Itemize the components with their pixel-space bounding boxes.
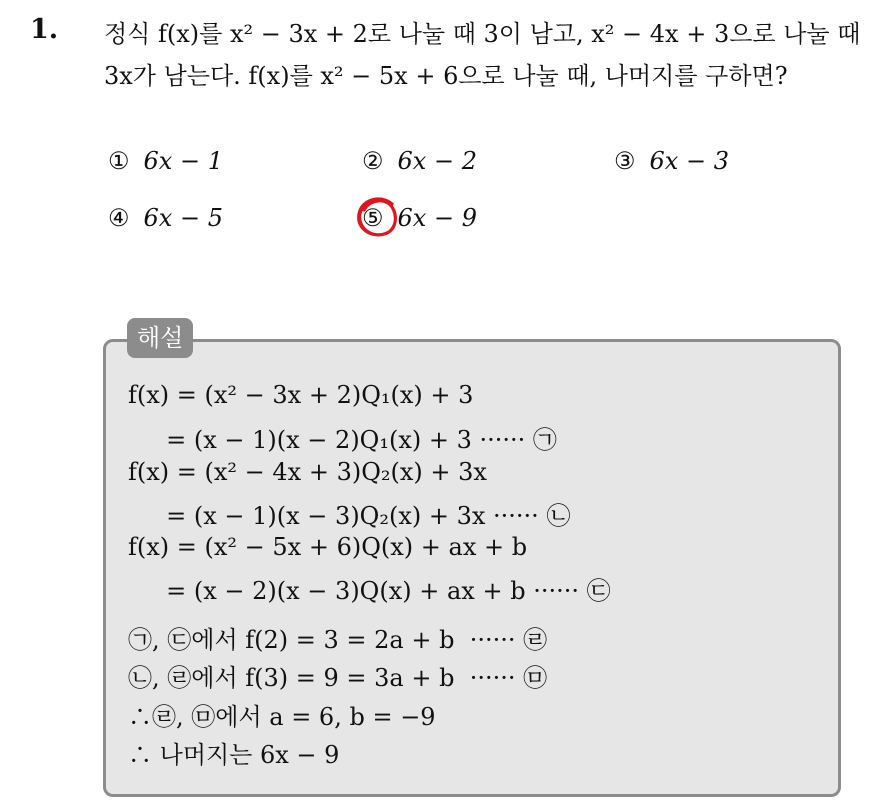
choice-3-mark: ③	[614, 147, 636, 175]
choice-2[interactable]	[362, 147, 477, 175]
answer-circle-icon	[352, 192, 402, 242]
question-text-line-1: 정식 f(x)를 x² − 3x + 2로 나눌 때 3이 남고, x² − 4x + 3으로 나눌 때	[104, 20, 861, 48]
choice-3[interactable]	[614, 147, 729, 175]
question-number: 1.	[30, 14, 59, 45]
solution-line-5: f(x) = (x² − 5x + 6)Q(x) + ax + b	[128, 533, 528, 561]
choice-5-text: 6x − 9	[397, 204, 477, 232]
choice-4-mark: ④	[108, 204, 130, 232]
choice-3-text: 6x − 3	[649, 147, 729, 175]
choice-4-text: 6x − 5	[143, 204, 223, 232]
solution-line-9: ∴㉣, ㉤에서 a = 6, b = −9	[128, 703, 436, 731]
choice-2-mark: ②	[362, 147, 384, 175]
question-text-line-2: 3x가 남는다. f(x)를 x² − 5x + 6으로 나눌 때, 나머지를 구하면?	[104, 62, 788, 90]
solution-line-3: f(x) = (x² − 4x + 3)Q₂(x) + 3x	[128, 458, 487, 486]
choice-2-text: 6x − 2	[397, 147, 477, 175]
solution-line-2: = (x − 1)(x − 2)Q₁(x) + 3 ······ ㉠	[128, 426, 557, 454]
solution-line-6: = (x − 2)(x − 3)Q(x) + ax + b ······ ㉢	[128, 577, 611, 605]
solution-line-4: = (x − 1)(x − 3)Q₂(x) + 3x ······ ㉡	[128, 502, 571, 530]
choice-1[interactable]	[108, 147, 223, 175]
solution-line-7: ㉠, ㉢에서 f(2) = 3 = 2a + b ······ ㉣	[128, 626, 548, 654]
solution-label: 해설	[127, 318, 193, 358]
solution-line-10: ∴ 나머지는 6x − 9	[128, 741, 340, 769]
solution-line-8: ㉡, ㉣에서 f(3) = 9 = 3a + b ······ ㉤	[128, 664, 548, 692]
choice-4[interactable]	[108, 204, 223, 232]
solution-line-1: f(x) = (x² − 3x + 2)Q₁(x) + 3	[128, 381, 474, 409]
choice-5-mark: ⑤	[362, 204, 384, 232]
choice-1-text: 6x − 1	[143, 147, 223, 175]
choice-1-mark: ①	[108, 147, 130, 175]
